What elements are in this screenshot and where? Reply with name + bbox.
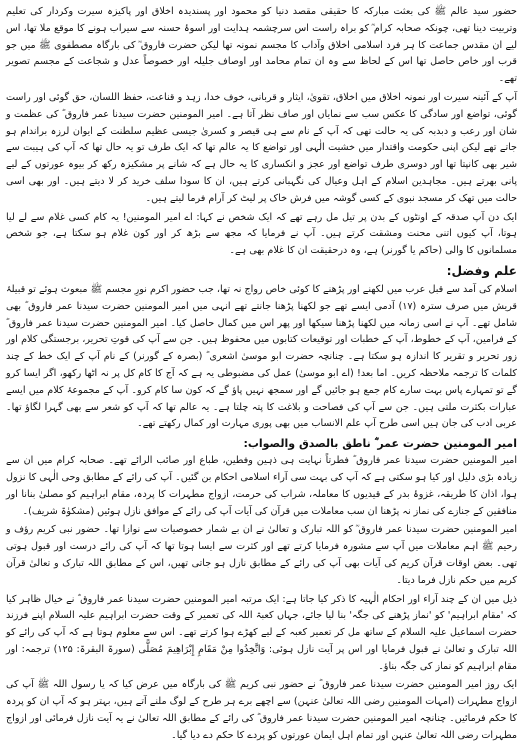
- sub-heading: امیر المومنین حضرت عمر ؓ ناطق بالصدق والصواب:: [243, 437, 517, 451]
- paragraph: آپ کے آئینہ سیرت اور نمونہ اخلاق میں اخلاق، تقویٰ، ایثار و قربانی، خوف خدا، زہد و قناعت، حفظ اللسان، حق گوئی اور راست گوئی، تواضع اور سادگی کا عکس سب سے نمایاں اور صاف نظر آتا ہے۔ امیر المومنین حضرت سیدنا عمر فاروق ؓ کی عظمت و شان اور رعب و دبدبہ کی یہ حالت تھی کہ آپ کے نام سے ہی قیصر و کسریٰ جیسی عظیم سلطنت کے ایوان لرزہ براندام ہو جاتے تھے لیکن اپنی حکومت واقتدار میں خشیت الٰہی اور تواضع کا یہ عالم تھا کہ ایک طرف تو یہ حال تھا کہ آپ کی ہیبت سے شیر بھی کانپتا تھا اور دوسری طرف تواضع اور عجز و انکساری کا یہ حال ہے کہ شانے پر مشکیزہ رکھ کر بیوہ عورتوں کے لیے پانی بھرتے ہیں۔ مجاہدین اسلام کے اہل وعیال کی نگہبانی کرتے ہیں، ان کا سودا سلف خرید کر لا دیتے ہیں۔ اور بھی اسی حالت میں تھک کر مسجد نبوی کے کسی گوشہ میں فرش خاک پر لیٹ کر آرام فرما لیتے ہیں۔: [6, 91, 517, 204]
- paragraph: اسلام کی آمد سے قبل عرب میں لکھنے اور پڑھنے کا کوئی خاص رواج نہ تھا، جب حضور اکرم نورِ مجسم ﷺ مبعوث ہوئے تو قبیلۂ قریش میں صرف سترہ (۱۷) آدمی ایسے تھے جو لکھنا پڑھنا جانتے تھے انہی میں امیر المومنین حضرت سیدنا عمر فاروق ؓ بھی شامل تھے۔ آپ نے اسی زمانہ میں لکھنا پڑھنا سیکھا اور پھر اس میں کمال حاصل کیا۔ امیر المومنین حضرت سیدنا عمر فاروق ؓ کے فرامین، آپ کے خطوط، آپ کے خطبات اور توقیعات کتابوں میں محفوظ ہیں۔ جن سے آپ کی قوتِ تحریر، برجستگی کلام اور زور تحریر و تقریر کا اندازہ ہو سکتا ہے۔ چنانچہ حضرت ابو موسیٰ اشعری ؓ (بصرہ کے گورنر) کے نام آپ کے ایک خط کے چند کلمات کا ترجمہ ملاحظہ کریں۔ اما بعد! (اے ابو موسیٰ) عمل کی مضبوطی یہ ہے کہ آج کا کام کل پر نہ اٹھا رکھو، اگر ایسا کرو گے تو تمہارے پاس بہت سارے کام جمع ہو جائیں گے اور سمجھ نہیں پاؤ گے کہ کون سا کام کرو۔ آپ کے مجموعۂ کلام میں ایسے عبارات بکثرت ملتی ہیں۔ جن سے آپ کی فصاحت و بلاغت کا پتہ چلتا ہے۔ یہ عالم تھا کہ آپ کو شعر سے بھی گہرا لگاؤ تھا۔ عربی ادب کی جان ہیں اسی طرح آپ علم الانساب میں بھی پوری مہارت اور کمال رکھتے تھے۔: [6, 283, 517, 430]
- section-heading: علم وفضل:: [446, 263, 517, 278]
- paragraph: حضور سید عالم ﷺ کی بعثت مبارکہ کا حقیقی مقصد دنیا کو محمود اور پسندیدہ اخلاق اور پاکیزہ سیرت وکردار کی تعلیم وتربیت دینا تھی، چونکہ صحابہ کرام ؓ کو براہ راست اس سرچشمہ ہدایت اور اسوۂ حسنہ سے سیراب ہونے کا موقع ملا تھا، اس لیے ان مقدس جماعت کا ہر فرد اسلامی اخلاق وآداب کا مجسم نمونہ تھا لیکن حضرت فاروق ؓ کی بارگاہ مصطفوی ﷺ میں جو قرب اور خاص حاصل تھا اس کے لحاظ سے وہ ان تمام محامد اور اوصاف جلیلہ اور خصوصاً عدل و شجاعت کے مجسم تصویر تھے۔: [6, 6, 517, 85]
- paragraph: ذیل میں ان کے چند آراء اور احکام الٰہیہ کا ذکر کیا جاتا ہے: ایک مرتبہ امیر المومنین حضرت سیدنا عمر فاروق ؓ نے خیال ظاہر کیا کہ 'مقام ابراہیم' کو 'نماز پڑھنے کی جگہ' بنا لیا جائے، جہاں کعبۃ اللہ کی تعمیر کے وقت حضرت ابراہیم علیہ السلام اپنے فرزند حضرت اسماعیل علیہ السلام کے ساتھ مل کر تعمیر کعبہ کے لیے کھڑے ہوا کرتے تھے۔ اس سے معلوم ہوتا ہے کہ آپ کی رائے کو اللہ تبارک و تعالیٰ نے قبول فرمایا اور اس پر آیت نازل ہوئی: وَاتَّخِذُوا مِنْ مَقَامِ إِبْرَاهِيمَ مُصَلًّى (سورۃ البقرۃ: ۱۲۵) ترجمہ: اور مقام ابراہیم کو نماز کی جگہ بناؤ۔: [6, 593, 517, 672]
- paragraph: امیر المومنین حضرت سیدنا عمر فاروق ؓ فطرتاً نہایت ہی ذہین وفطین، طباع اور صائب الرائے تھے۔ صحابہ کرام میں ان سے زیادہ بڑی دلیل اور کیا ہو سکتی ہے کہ آپ کی بہت سی آراء اسلامی احکام بن گئیں۔ آپ کی رائے کے مطابق وحی الٰہی کا نزول ہوا، اذان کا طریقہ، غزوۂ بدر کے قیدیوں کا معاملہ، شراب کی حرمت، ازواج مطہرات کا پردہ، مقام ابراہیم کو مصلیٰ بنانا اور منافقین کے جنازے کی نماز نہ پڑھنا ان سب معاملات میں قرآن کی آیات آپ کی رائے کے موافق نازل ہوئیں (مشکوٰۃ شریف)۔: [6, 455, 517, 517]
- paragraph: ایک روز امیر المومنین حضرت سیدنا عمر فاروق ؓ نے حضور نبی کریم ﷺ کی بارگاہ میں عرض کیا کہ یا رسول اللہ ﷺ آپ کی ازواج مطہرات (امہات المومنین رضی اللہ تعالیٰ عنہن) سے اچھے برے ہر طرح کے لوگ ملنے آتے ہیں، بہتر ہو کہ آپ ان کو پردہ کا حکم فرمائیں۔ چنانچہ امیر المومنین حضرت سیدنا عمر فاروق ؓ کی رائے کے مطابق اللہ تعالیٰ نے یہ آیت نازل فرمائی اور ازواج مطہرات رضی اللہ تعالیٰ عنہن اور تمام اہل ایمان عورتوں کو پردے کا حکم دے دیا گیا۔: [6, 679, 517, 741]
- paragraph: ایک دن آپ صدقہ کے اونٹوں کے بدن پر تیل مل رہے تھے کہ ایک شخص نے کہا: اے امیر المومنین! یہ کام کسی غلام سے لے لیا ہوتا، آپ کیوں اتنی محنت ومشقت کرتے ہیں۔ آپ نے فرمایا کہ مجھ سے بڑھ کر اور کون غلام ہو سکتا ہے، جو شخص مسلمانوں کا والی (حاکم یا گورنر) ہے، وہ درحقیقت ان کا غلام بھی ہے۔: [6, 211, 517, 257]
- paragraph: امیر المومنین حضرت سیدنا عمر فاروق ؓ کو اللہ تبارک و تعالیٰ نے ان بے شمار خصوصیات سے نوازا تھا۔ حضور نبی کریم رؤف و رحیم ﷺ اہم معاملات میں آپ سے مشورہ فرمایا کرتے تھے اور کثرت سے ایسا ہوتا تھا کہ آپ کی رائے درست اور قبول ہوتی تھی۔ بعض اوقات قرآن کریم کی آیات بھی آپ کی رائے کے مطابق نازل ہو جاتی تھیں، اس کے مطابق اللہ تبارک و تعالیٰ قرآن کریم میں حکم نازل فرما دیتا۔: [6, 524, 517, 586]
